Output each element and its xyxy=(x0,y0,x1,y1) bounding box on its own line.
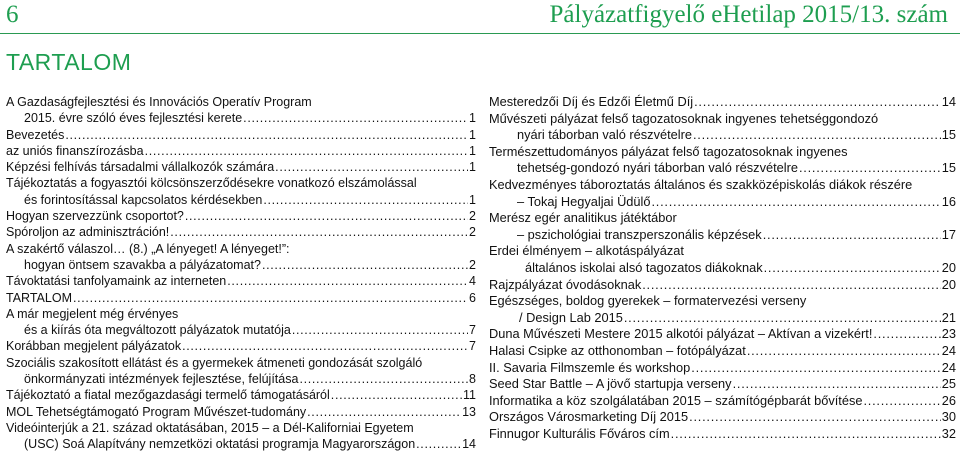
toc-page-number: 30 xyxy=(941,409,956,425)
dot-leader xyxy=(292,322,468,338)
dot-leader xyxy=(689,409,941,426)
dot-leader xyxy=(416,436,461,452)
dot-leader xyxy=(73,290,468,306)
toc-entry-heading[interactable]: Tájékoztatás a fogyasztói kölcsönszerződésekre vonatkozó elszámolással xyxy=(6,176,417,191)
toc-page-number: 7 xyxy=(469,339,476,354)
toc-entry[interactable] xyxy=(6,192,476,208)
toc-entry-label: Mesteredzői Díj és Edzői Életmű Díj xyxy=(489,94,694,109)
toc-page-number: 14 xyxy=(941,94,956,109)
toc-entry-label: Korábban megjelent pályázatok xyxy=(6,339,182,354)
toc-entry-label: Távoktatási tanfolyamaink az interneten xyxy=(6,274,227,289)
toc-entry-label: / Design Lab 2015 xyxy=(519,309,623,325)
toc-entry-heading[interactable]: Egészséges, boldog gyerekek – formatervezési verseny xyxy=(489,293,807,309)
dot-leader xyxy=(65,127,468,143)
toc-entry[interactable] xyxy=(489,194,956,211)
toc-page-number: 26 xyxy=(941,392,956,408)
toc-page-number: 4 xyxy=(469,274,476,289)
toc-page-number: 32 xyxy=(941,425,956,441)
toc-page-number: 8 xyxy=(469,372,476,387)
toc-entry-heading[interactable]: A Gazdaságfejlesztési és Innovációs Operatív Program xyxy=(6,95,312,109)
dot-leader xyxy=(145,143,468,159)
toc-entry[interactable] xyxy=(6,371,476,387)
toc-entry[interactable] xyxy=(6,290,476,306)
toc-page-number: 2 xyxy=(469,257,476,272)
toc-entry-heading[interactable]: Természettudományos pályázat felső tagozatosoknak ingyenes xyxy=(489,143,848,159)
toc-entry-label: hogyan öntsem szavakba a pályázatomat? xyxy=(24,257,261,272)
toc-page-number: 2 xyxy=(469,209,476,224)
dot-leader xyxy=(642,277,941,294)
toc-page-number: 1 xyxy=(469,192,476,207)
dot-leader xyxy=(693,127,941,144)
toc-entry[interactable] xyxy=(489,393,956,410)
dot-leader xyxy=(299,371,468,387)
toc-entry[interactable] xyxy=(6,322,476,338)
toc-page-number: 1 xyxy=(469,111,476,126)
dot-leader xyxy=(694,94,941,111)
toc-entry[interactable] xyxy=(6,110,476,126)
toc-entry[interactable] xyxy=(6,387,476,403)
toc-entry[interactable] xyxy=(6,143,476,159)
toc-entry-label: Képzési felhívás társadalmi vállalkozók számára xyxy=(6,160,275,175)
toc-entry-label: Országos Városmarketing Díj 2015 xyxy=(489,409,689,425)
toc-page-number: 2 xyxy=(469,225,476,240)
toc-entry[interactable] xyxy=(489,343,956,360)
toc-heading: TARTALOM xyxy=(6,49,132,75)
toc-entry-heading[interactable]: Erdei élményem – alkotáspályázat xyxy=(489,243,684,259)
toc-entry-label: A szakértő válaszol… (8.) „A lényeget! A lényeget!”: xyxy=(6,241,290,256)
toc-entry[interactable] xyxy=(6,159,476,175)
toc-entry-label: Tájékoztató a fiatal mezőgazdasági termelő támogatásáról xyxy=(6,388,330,403)
toc-page-number: 16 xyxy=(941,193,956,209)
toc-page-number: 24 xyxy=(941,359,956,375)
toc-entry[interactable] xyxy=(489,426,956,443)
dot-leader xyxy=(307,404,461,420)
toc-entry[interactable] xyxy=(6,338,476,354)
toc-page-number: 24 xyxy=(941,342,956,358)
toc-page-number: 1 xyxy=(469,143,476,158)
toc-page-number: 20 xyxy=(941,259,956,275)
toc-entry[interactable] xyxy=(6,420,476,436)
toc-entry-heading[interactable]: Művészeti pályázat felső tagozatosoknak ingyenes tehetséggondozó xyxy=(489,110,879,126)
publication-title: Pályázatfigyelő eHetilap 2015/13. szám xyxy=(549,1,948,28)
toc-entry[interactable] xyxy=(6,404,476,420)
toc-entry-label: önkormányzati intézmények fejlesztése, felújítása xyxy=(24,372,299,387)
toc-entry-label: Seed Star Battle – A jövő startupja verseny xyxy=(489,376,732,392)
dot-leader xyxy=(763,227,941,244)
dot-leader xyxy=(799,160,941,177)
toc-entry[interactable] xyxy=(6,257,476,273)
dot-leader xyxy=(764,260,941,277)
toc-entry[interactable] xyxy=(489,376,956,393)
toc-entry-label: nyári táborban való részvételre xyxy=(517,127,692,143)
toc-entry[interactable] xyxy=(6,224,476,240)
toc-entry-label: Videóinterjúk a 21. század oktatásában, 2015 – a Dél-Kaliforniai Egyetem xyxy=(6,420,414,435)
toc-page-number: 7 xyxy=(469,323,476,338)
dot-leader xyxy=(182,338,468,354)
toc-entry-label: (USC) Soá Alapítvány nemzetközi oktatási programja Magyarországon xyxy=(24,437,416,452)
toc-entry[interactable] xyxy=(489,360,956,377)
dot-leader xyxy=(873,326,940,343)
dot-leader xyxy=(331,387,462,403)
toc-entry-label: II. Savaria Filmszemle és workshop xyxy=(489,359,691,375)
dot-leader xyxy=(652,194,941,211)
dot-leader xyxy=(170,224,468,240)
toc-entry-label: tehetség-gondozó nyári táborban való részvételre xyxy=(517,160,798,176)
toc-page-number: 1 xyxy=(469,160,476,175)
toc-entry[interactable] xyxy=(489,326,956,343)
toc-entry[interactable] xyxy=(6,273,476,289)
toc-page-number: 21 xyxy=(941,309,956,325)
dot-leader xyxy=(691,360,941,377)
toc-entry-heading[interactable]: Kedvezményes táboroztatás általános és szakközépiskolás diákok részére xyxy=(489,176,913,192)
toc-entry-label: MOL Tehetségtámogató Program Művészet-tudomány xyxy=(6,404,307,419)
toc-entry-label: Informatika a köz szolgálatában 2015 – számítógépbarát bővítése xyxy=(489,392,863,408)
toc-entry-label: 2015. évre szóló éves fejlesztési kerete xyxy=(24,111,243,126)
dot-leader xyxy=(227,273,468,289)
toc-page-number: 13 xyxy=(462,404,476,419)
toc-entry[interactable] xyxy=(6,436,476,452)
dot-leader xyxy=(243,110,468,126)
dot-leader xyxy=(275,159,468,175)
toc-page-number: 15 xyxy=(941,127,956,143)
toc-entry-label: Finnugor Kulturális Főváros cím xyxy=(489,425,670,441)
toc-entry[interactable] xyxy=(489,277,956,294)
toc-right-column xyxy=(489,94,956,442)
page-number: 6 xyxy=(6,1,19,28)
toc-entry[interactable] xyxy=(489,227,956,244)
toc-page-number: 14 xyxy=(462,437,476,452)
dot-leader xyxy=(733,376,941,393)
toc-page-number: 1 xyxy=(469,127,476,142)
toc-left-column xyxy=(6,94,476,453)
toc-entry-heading[interactable]: Merész egér analitikus játéktábor xyxy=(489,210,677,226)
toc-page-number: 20 xyxy=(941,276,956,292)
toc-entry-heading[interactable]: A már megjelent még érvényes xyxy=(6,306,179,321)
toc-page-number: 23 xyxy=(941,326,956,342)
toc-entry-label: az uniós finanszírozásba xyxy=(6,143,144,158)
toc-entry-label: Hogyan szervezzünk csoportot? xyxy=(6,209,184,224)
toc-entry-label: Bevezetés xyxy=(6,127,65,142)
dot-leader xyxy=(624,310,941,327)
toc-page-number: 11 xyxy=(463,388,476,403)
toc-page-number: 6 xyxy=(469,290,476,305)
toc-entry-label: Duna Művészeti Mestere 2015 alkotói pályázat – Aktívan a vizekért! xyxy=(489,326,873,342)
toc-entry[interactable] xyxy=(6,127,476,143)
toc-entry[interactable] xyxy=(489,409,956,426)
toc-entry-label: és forintosítással kapcsolatos kérdésekben xyxy=(24,192,263,207)
dot-leader xyxy=(263,192,468,208)
toc-entry[interactable] xyxy=(6,208,476,224)
toc-entry[interactable] xyxy=(489,160,956,177)
dot-leader xyxy=(185,208,468,224)
toc-entry-label: Spóroljon az adminisztráción! xyxy=(6,225,170,240)
toc-entry-label: általános iskolai alsó tagozatos diákoknak xyxy=(525,259,763,275)
toc-page-number: 25 xyxy=(941,376,956,392)
toc-page-number: 17 xyxy=(941,226,956,242)
toc-entry[interactable] xyxy=(489,260,956,277)
toc-entry-label: Halasi Csipke az otthonomban – fotópályázat xyxy=(489,342,746,358)
dot-leader xyxy=(747,343,941,360)
dot-leader xyxy=(863,393,940,410)
page-header xyxy=(0,0,960,34)
toc-entry-label: – Tokaj Hegyaljai Üdülő xyxy=(517,193,651,209)
toc-entry-heading[interactable]: Szociális szakosított ellátást és a gyermekek átmeneti gondozását szolgáló xyxy=(6,355,423,370)
toc-entry-label: Rajzpályázat óvodásoknak xyxy=(489,276,642,292)
dot-leader xyxy=(671,426,941,443)
toc-entry[interactable] xyxy=(6,241,476,257)
toc-entry-label: és a kiírás óta megváltozott pályázatok mutatója xyxy=(24,323,291,338)
toc-entry-label: TARTALOM xyxy=(6,290,72,305)
toc-entry-label: – pszichológiai transzperszonális képzések xyxy=(517,226,762,242)
toc-page-number: 15 xyxy=(941,160,956,176)
toc-entry[interactable] xyxy=(489,94,956,111)
dot-leader xyxy=(262,257,468,273)
toc-entry[interactable] xyxy=(489,310,956,327)
toc-entry[interactable] xyxy=(489,127,956,144)
